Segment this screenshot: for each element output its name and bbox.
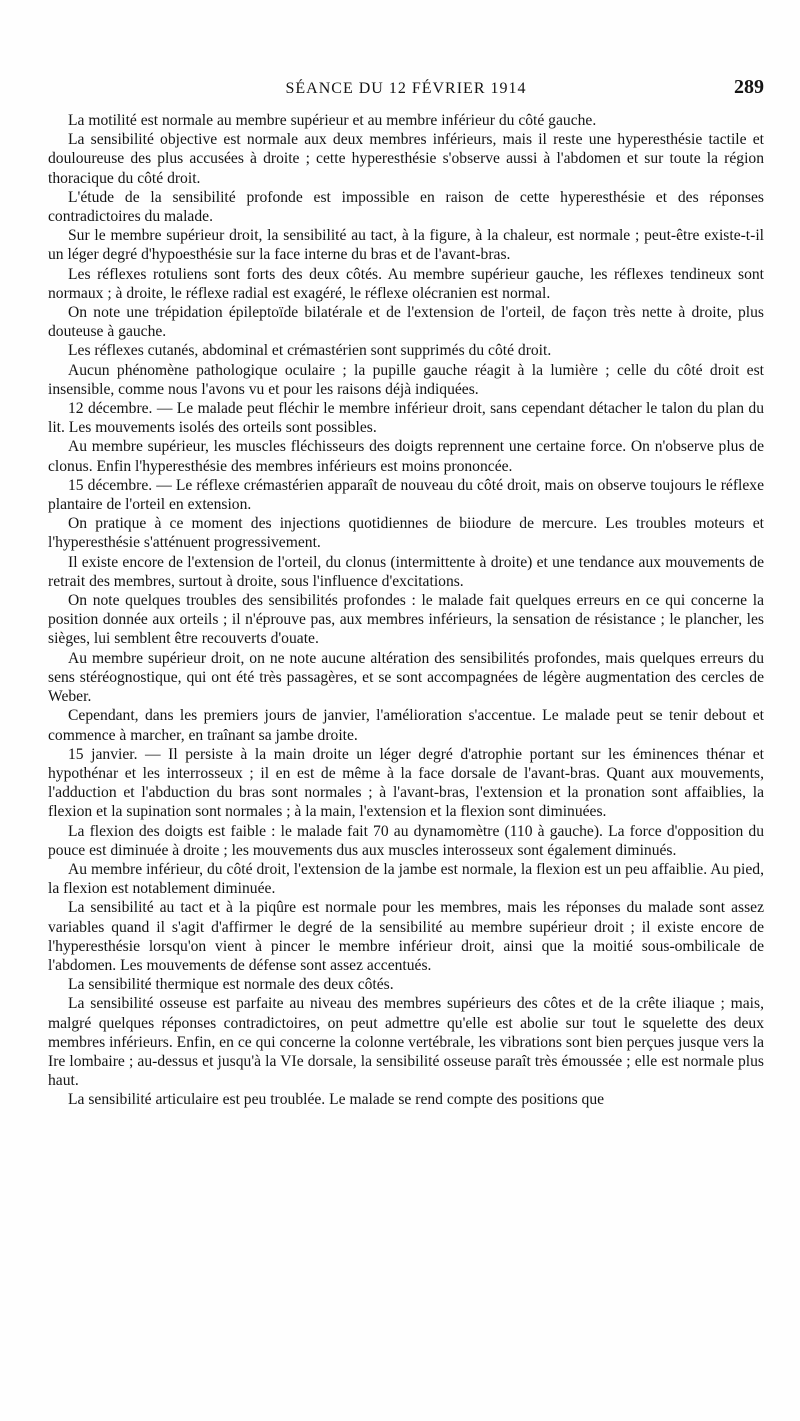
paragraph: L'étude de la sensibilité profonde est impossible en raison de cette hyperesthésie et des réponses contradictoires du malade.	[48, 188, 764, 226]
paragraph: La sensibilité au tact et à la piqûre est normale pour les membres, mais les réponses du malade sont assez variables quand il s'agit d'affirmer le degré de la sensibilité au membre supérieur droit ; il existe encore de l'hyperesthésie lorsqu'on vient à pincer le membre inférieur droit, ainsi que la moitié sous-ombilicale de l'abdomen. Les mouvements de défense sont assez accentués.	[48, 899, 764, 974]
page-number: 289	[734, 76, 764, 98]
paragraph: Au membre supérieur droit, on ne note aucune altération des sensibilités profondes, mais quelques erreurs du sens stéréognostique, qui ont été très passagères, et se sont accompagnées de légère augmentation des cercles de Weber.	[48, 649, 764, 706]
paragraph: Cependant, dans les premiers jours de janvier, l'amélioration s'accentue. Le malade peut se tenir debout et commence à marcher, en traînant sa jambe droite.	[48, 707, 764, 744]
paragraph: Les réflexes cutanés, abdominal et crémastérien sont supprimés du côté droit.	[68, 342, 552, 360]
running-head	[48, 76, 764, 106]
paragraph: On note une trépidation épileptoïde bilatérale et de l'extension de l'orteil, de façon très nette à droite, plus douteuse à gauche.	[48, 304, 764, 341]
paragraph: On pratique à ce moment des injections quotidiennes de biiodure de mercure. Les troubles moteurs et l'hyperesthésie s'atténuent progressivement.	[48, 515, 764, 552]
paragraph: La flexion des doigts est faible : le malade fait 70 au dynamomètre (110 à gauche). La force d'opposition du pouce est diminuée à droite ; les mouvements dus aux muscles interosseux sont également diminués.	[48, 822, 764, 859]
body-text	[48, 111, 764, 1110]
paragraph: La motilité est normale au membre supérieur et au membre inférieur du côté gauche.	[68, 112, 597, 129]
paragraph: 15 décembre. — Le réflexe crémastérien apparaît de nouveau du côté droit, mais on observe toujours le réflexe plantaire de l'orteil en extension.	[48, 476, 764, 514]
paragraph: Au membre inférieur, du côté droit, l'extension de la jambe est normale, la flexion est un peu affaiblie. Au pied, la flexion est notablement diminuée.	[48, 860, 764, 898]
paragraph: Au membre supérieur, les muscles fléchisseurs des doigts reprennent une certaine force. On n'observe plus de clonus. Enfin l'hyperesthésie des membres inférieurs est moins prononcée.	[48, 438, 764, 475]
paragraph: La sensibilité thermique est normale des deux côtés.	[68, 976, 394, 994]
paragraph: La sensibilité objective est normale aux deux membres inférieurs, mais il reste une hyperesthésie tactile et douloureuse des plus accusées à droite ; cette hyperesthésie s'observe aussi à l'abdomen et sur toute la région thoracique du côté droit.	[48, 131, 764, 187]
paragraph: Sur le membre supérieur droit, la sensibilité au tact, à la figure, à la chaleur, est normale ; peut-être existe-t-il un léger degré d'hypoesthésie sur la face interne du bras et de l'avant-bras.	[48, 227, 764, 264]
paragraph: La sensibilité osseuse est parfaite au niveau des membres supérieurs des côtes et de la crête iliaque ; mais, malgré quelques réponses contradictoires, on peut admettre qu'elle est abolie sur tout le squelette des deux membres inférieurs. Enfin, en ce qui concerne la colonne vertébrale, les vibrations sont bien perçues jusque vers la Ire lombaire ; au-dessus et jusqu'à la VIe dorsale, la sensibilité osseuse paraît très émoussée ; elle est normale plus haut.	[48, 995, 764, 1090]
paragraph: Il existe encore de l'extension de l'orteil, du clonus (intermittente à droite) et une tendance aux mouvements de retrait des membres, surtout à droite, sous l'influence d'excitations.	[48, 553, 764, 590]
paragraph: 12 décembre. — Le malade peut fléchir le membre inférieur droit, sans cependant détacher le talon du plan du lit. Les mouvements isolés des orteils sont possibles.	[48, 400, 764, 437]
paragraph: Aucun phénomène pathologique oculaire ; la pupille gauche réagit à la lumière ; celle du côté droit est insensible, comme nous l'avons vu et pour les raisons déjà indiquées.	[48, 361, 764, 398]
paragraph: Les réflexes rotuliens sont forts des deux côtés. Au membre supérieur gauche, les réflexes tendineux sont normaux ; à droite, le réflexe radial est exagéré, le réflexe olécranien est normal.	[48, 265, 764, 302]
paragraph: La sensibilité articulaire est peu troublée. Le malade se rend compte des positions que	[68, 1091, 605, 1109]
running-title: SÉANCE DU 12 FÉVRIER 1914	[285, 80, 527, 97]
paragraph: 15 janvier. — Il persiste à la main droite un léger degré d'atrophie portant sur les éminences thénar et hypothénar et les interrosseux ; il en est de même à la face dorsale de l'avant-bras. Quant aux mouvements, l'adduction et l'abduction du bras sont normales ; à l'avant-bras, l'extension et la pronation sont affaiblies, la flexion et la supination sont normales ; à la main, l'extension et la flexion sont diminuées.	[48, 745, 764, 821]
paragraph: On note quelques troubles des sensibilités profondes : le malade fait quelques erreurs en ce qui concerne la position donnée aux orteils ; il n'éprouve pas, aux membres inférieurs, la sensation de résistance ; le plancher, les sièges, lui semblent être recouverts d'ouate.	[48, 592, 764, 648]
